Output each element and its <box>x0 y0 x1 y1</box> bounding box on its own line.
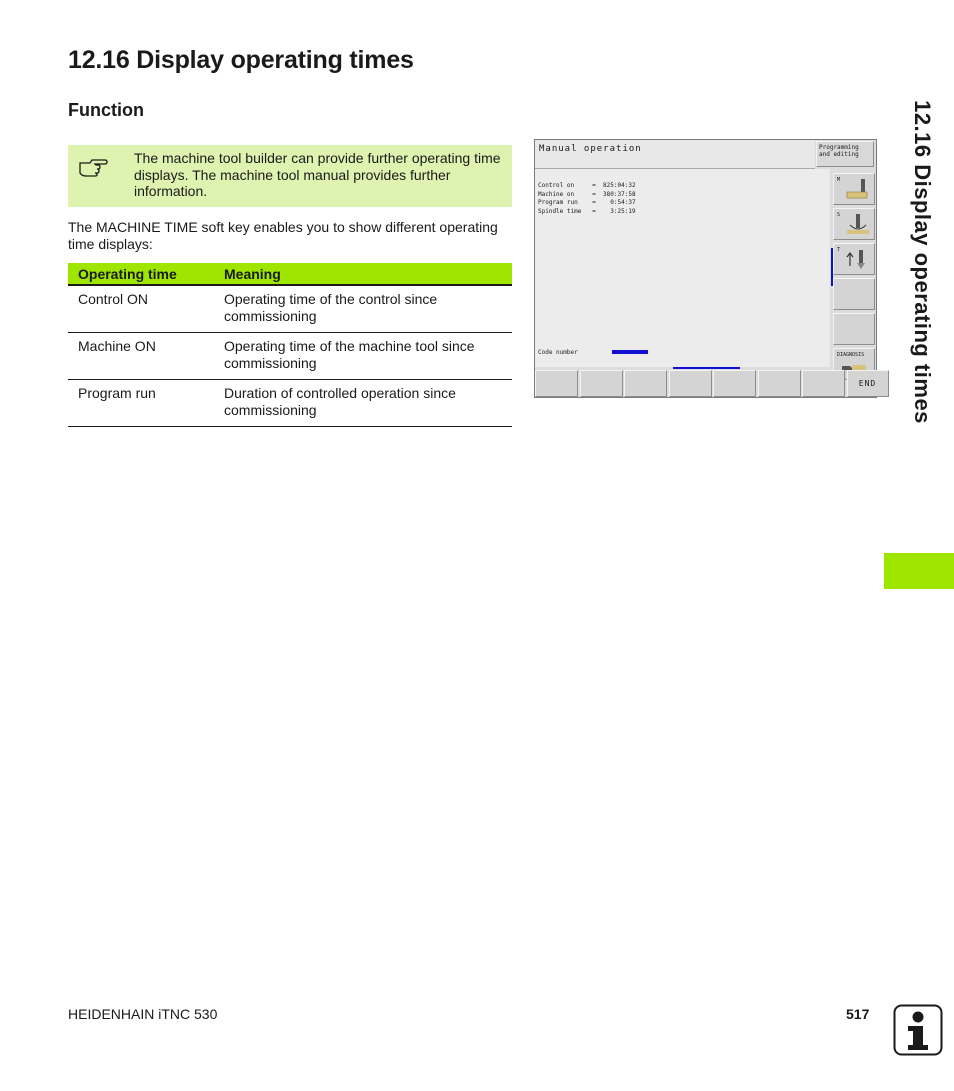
m-function-icon <box>846 178 870 200</box>
bottom-softkey-3[interactable] <box>624 370 667 397</box>
readout-sep: = <box>592 207 596 215</box>
side-chapter-title <box>897 52 947 472</box>
bottom-softkey-7[interactable] <box>802 370 845 397</box>
programming-mode-softkey[interactable]: Programming and editing <box>816 141 874 167</box>
pointing-hand-icon <box>78 155 108 177</box>
page-title: 12.16 Display operating times <box>68 46 414 74</box>
control-screenshot <box>534 139 877 398</box>
table-cell: Operating time of the control since commissioning <box>214 285 512 333</box>
screen-mode-bar <box>535 140 815 169</box>
section-heading: Function <box>68 100 144 120</box>
spindle-icon <box>846 213 870 235</box>
readout-label: Machine on <box>538 190 575 198</box>
chapter-tab-marker <box>884 553 954 589</box>
bottom-softkey-4[interactable] <box>669 370 712 397</box>
readout-sep: = <box>592 190 596 198</box>
footer-product: HEIDENHAIN iTNC 530 <box>68 1006 218 1022</box>
bottom-softkey-5[interactable] <box>713 370 756 397</box>
readout-sep: = <box>592 182 596 189</box>
note-box <box>68 145 512 207</box>
bottom-softkey-6[interactable] <box>758 370 801 397</box>
table-cell: Control ON <box>68 285 214 333</box>
softkey-label: S <box>837 212 841 218</box>
screen-mode-label: Manual operation <box>539 144 642 154</box>
page-number: 517 <box>846 1006 870 1022</box>
readout-value: 825:04:32 <box>603 182 636 189</box>
softkey-label: T <box>837 247 841 253</box>
softkey-tool[interactable] <box>833 243 875 275</box>
operating-times-table <box>68 263 512 427</box>
screen-main-area <box>535 169 830 367</box>
side-chapter-title-text: 12.16 Display operating times <box>910 100 935 424</box>
softkey-m-function[interactable] <box>833 173 875 205</box>
table-cell: Operating time of the machine tool since commissioning <box>214 333 512 380</box>
info-icon <box>893 1004 943 1056</box>
softkey-empty-4[interactable] <box>833 278 875 310</box>
softkey-label: M <box>837 177 841 183</box>
tool-call-icon <box>846 248 870 270</box>
bottom-softkey-1[interactable] <box>535 370 578 397</box>
readout-label: Spindle time <box>538 207 582 215</box>
note-text: The machine tool builder can provide further operating time displays. The machine tool manual provides further information. <box>134 150 501 199</box>
table-header-row <box>68 263 512 285</box>
table-header: Meaning <box>214 263 512 285</box>
table-header: Operating time <box>68 263 214 285</box>
end-softkey[interactable]: END <box>847 370 889 397</box>
bottom-softkey-2[interactable] <box>580 370 623 397</box>
readout-value: 3:25:19 <box>610 207 636 215</box>
table-cell: Program run <box>68 380 214 427</box>
table-cell: Duration of controlled operation since commissioning <box>214 380 512 427</box>
readout-sep: = <box>592 199 596 206</box>
operating-time-readout <box>538 182 636 216</box>
side-softkey-column <box>833 173 875 383</box>
readout-value: 0:54:37 <box>610 199 636 206</box>
code-number-label: Code number <box>538 349 578 356</box>
readout-value: 380:37:58 <box>603 190 636 198</box>
horizontal-scroll-indicator <box>673 367 740 369</box>
intro-paragraph: The MACHINE TIME soft key enables you to show different operating time displays: <box>68 219 498 252</box>
table-cell: Machine ON <box>68 333 214 380</box>
softkey-empty-5[interactable] <box>833 313 875 345</box>
readout-label: Control on <box>538 182 575 189</box>
softkey-spindle[interactable] <box>833 208 875 240</box>
softkey-label: DIAGNOSIS <box>837 352 865 358</box>
bottom-softkey-row <box>535 370 876 397</box>
table-row <box>68 380 512 427</box>
table-row <box>68 333 512 380</box>
code-number-input[interactable] <box>612 350 648 354</box>
table-row <box>68 285 512 333</box>
readout-label: Program run <box>538 199 578 206</box>
